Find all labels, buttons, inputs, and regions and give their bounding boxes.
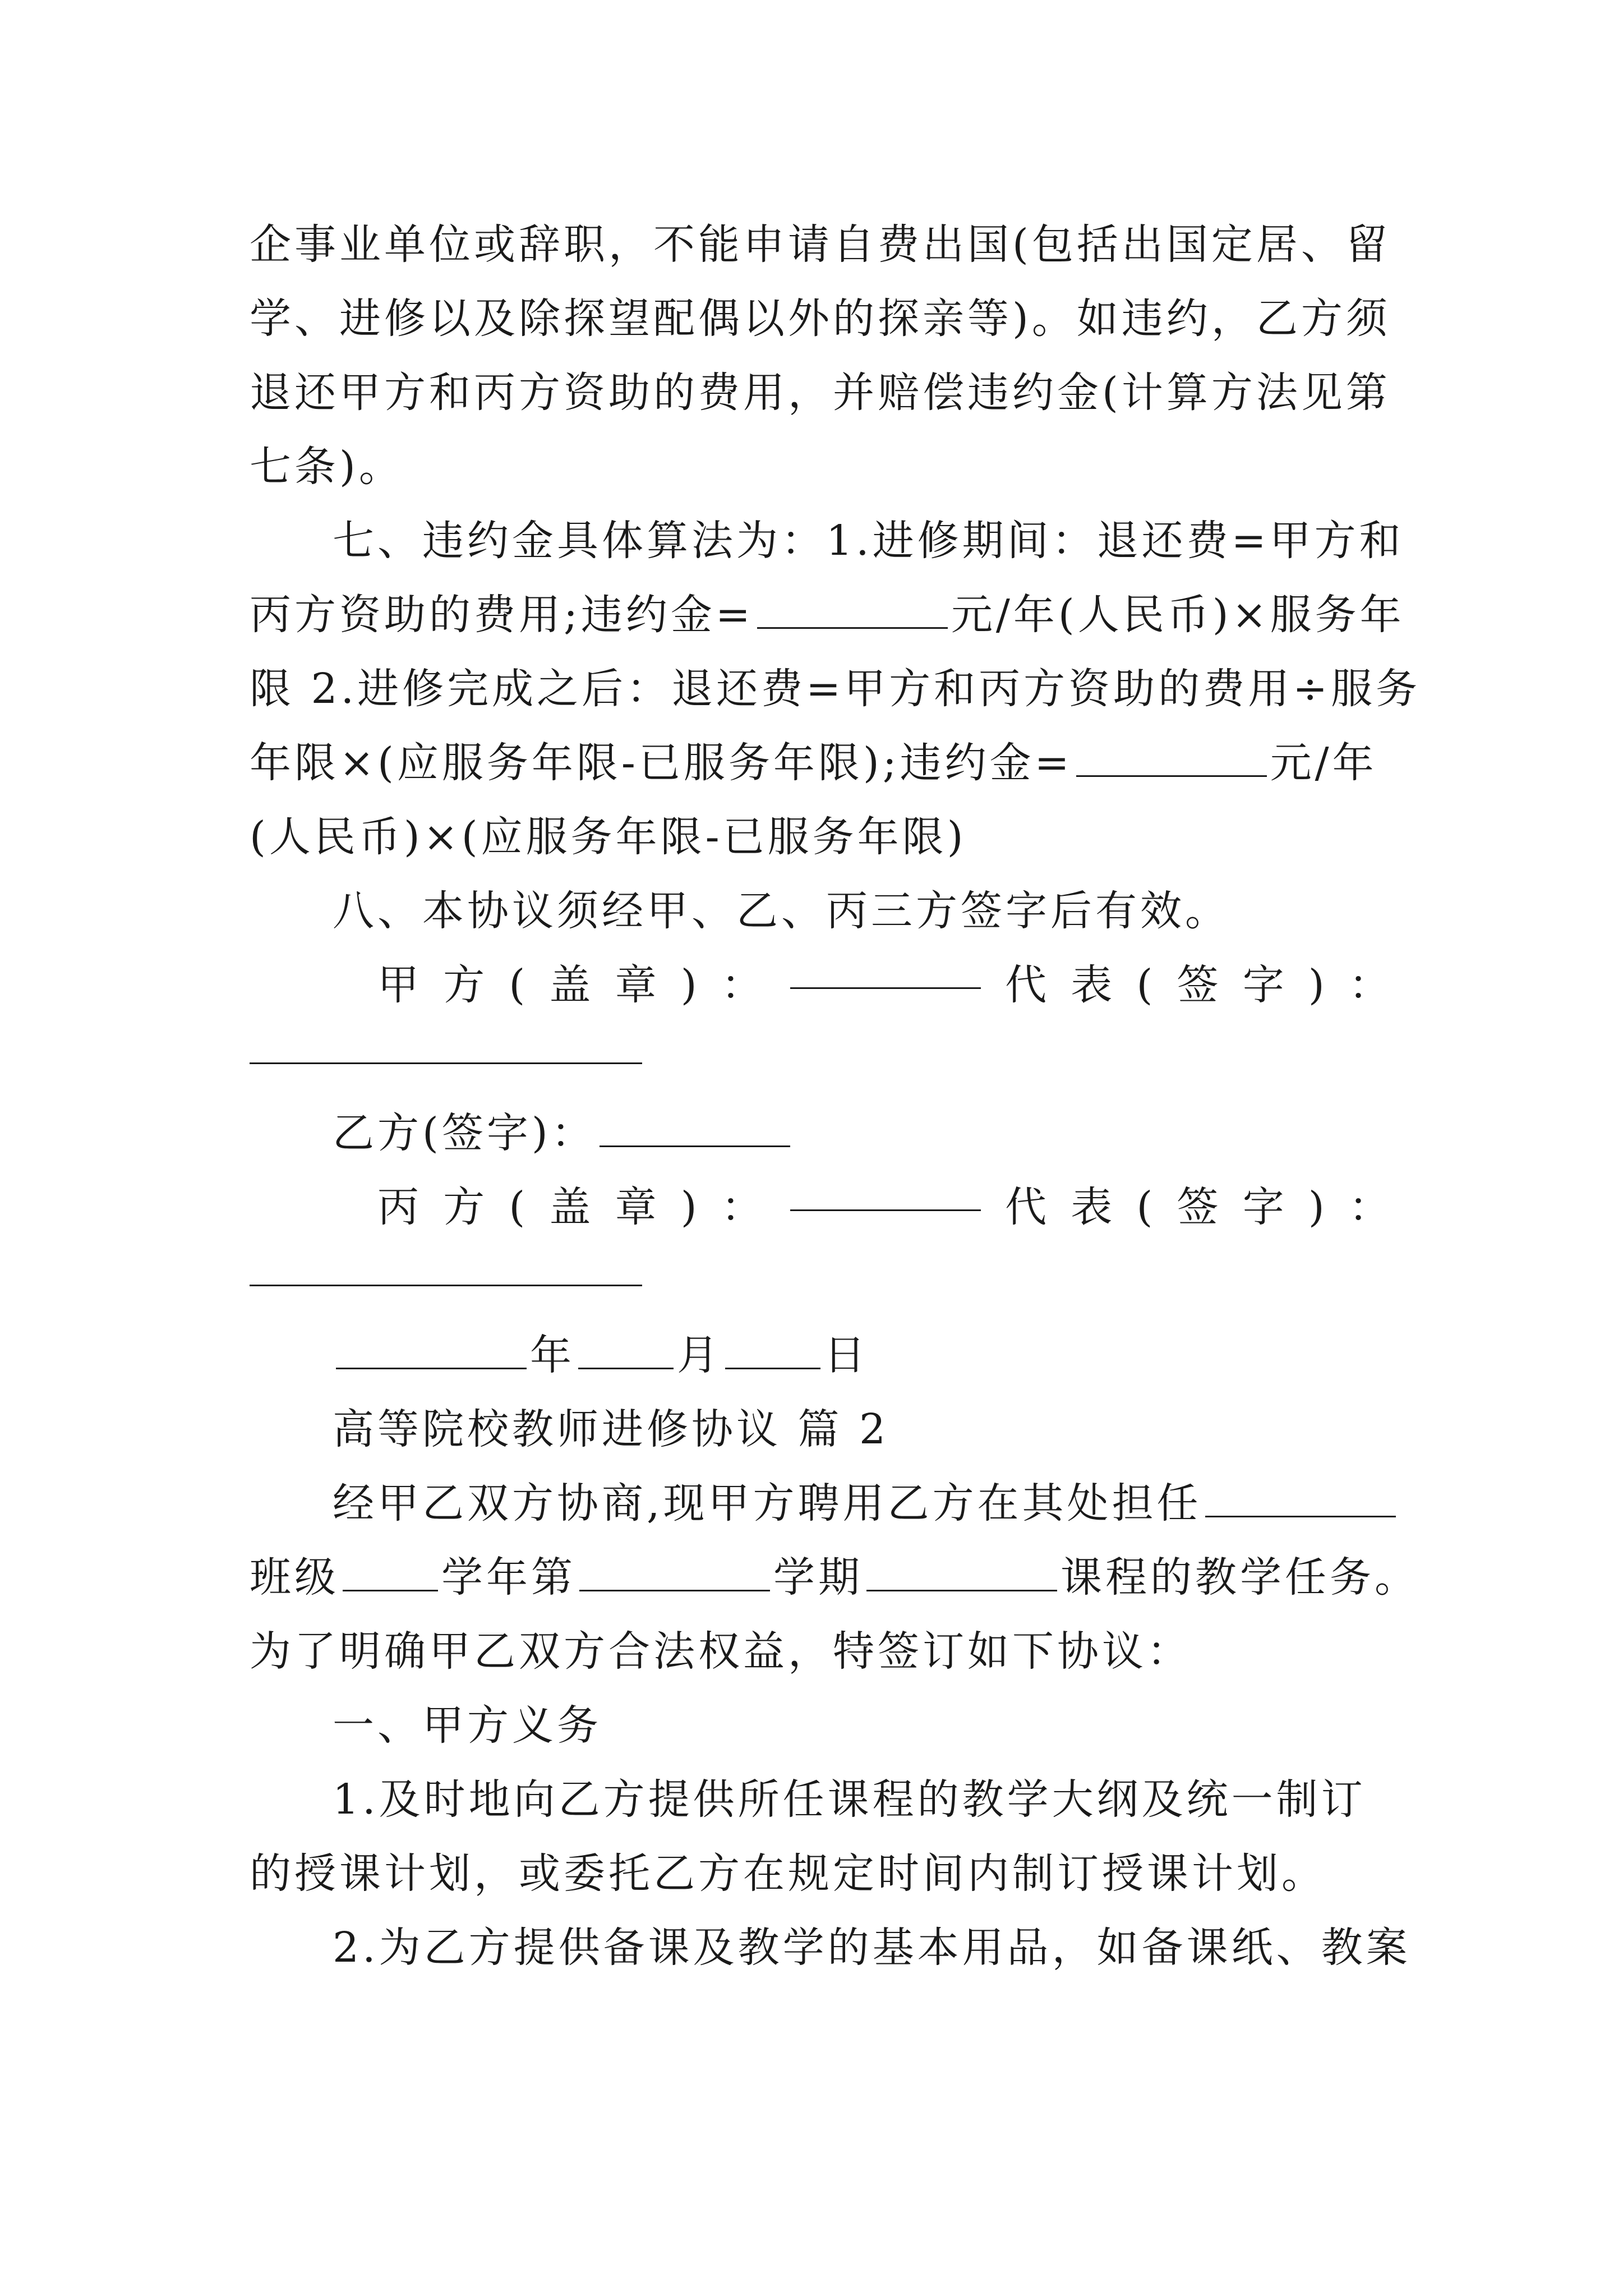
sig-char: 盖 <box>549 961 594 1009</box>
party-c-representative-blank <box>250 1244 1394 1318</box>
sig-char: 方 <box>443 961 488 1009</box>
sig-char: ( <box>1136 1183 1156 1231</box>
party-b-signature-blank <box>600 1106 790 1147</box>
sig-char: 甲 <box>377 961 422 1009</box>
paragraph-line: 七条)。 <box>250 443 404 491</box>
clause-8: 八、本协议须经甲、乙、丙三方签字后有效。 <box>333 887 1230 935</box>
clause-7-text: 丙方资助的费用;违约金= <box>250 591 754 639</box>
sig-char: ( <box>509 961 529 1009</box>
clause-7-line-3: 限 2.进修完成之后：退还费=甲方和丙方资助的费用÷服务 <box>250 665 1421 713</box>
section-2-line-1 <box>250 1466 1394 1540</box>
sig-char: ： <box>721 1183 766 1231</box>
duty-1-line-2: 的授课计划，或委托乙方在规定时间内制订授课计划。 <box>250 1849 1326 1898</box>
sig-char: 代 <box>1005 1183 1050 1231</box>
party-c-signature-row <box>250 1170 1394 1244</box>
year-label: 年 <box>530 1331 575 1379</box>
date-row <box>250 1318 1394 1392</box>
sig-char: 章 <box>615 961 660 1009</box>
party-a-representative-blank <box>250 1022 1394 1096</box>
sig-char: ： <box>1348 961 1394 1009</box>
party-a-signature-row <box>250 948 1394 1022</box>
sig-char: 签 <box>1177 1183 1222 1231</box>
clause-7-line-2 <box>250 578 1405 652</box>
section-2-text: 课程的教学任务。 <box>1061 1553 1419 1602</box>
sig-char: 丙 <box>377 1183 422 1231</box>
class-blank <box>343 1550 438 1591</box>
sig-char: ： <box>721 961 766 1009</box>
penalty-amount-blank <box>757 588 948 629</box>
sig-char: ( <box>1136 961 1156 1009</box>
sig-char: 方 <box>443 1183 488 1231</box>
section-2-text: 经甲乙双方协商,现甲方聘用乙方在其处担任 <box>333 1479 1202 1527</box>
penalty-amount-blank <box>1076 736 1267 777</box>
month-label: 月 <box>677 1331 722 1379</box>
clause-7-line-4 <box>250 726 1394 800</box>
month-blank <box>578 1328 674 1369</box>
day-blank <box>725 1328 820 1369</box>
sig-char: 表 <box>1071 961 1116 1009</box>
clause-7-text: 元/年 <box>1270 739 1377 787</box>
paragraph-line: 学、进修以及除探望配偶以外的探亲等)。如违约，乙方须 <box>250 295 1391 343</box>
duty-2-line-1: 2.为乙方提供备课及教学的基本用品，如备课纸、教案 <box>333 1924 1411 1972</box>
sig-char: ) <box>1308 1183 1328 1231</box>
party-b-label: 乙方(签字)： <box>333 1109 596 1157</box>
day-label: 日 <box>824 1331 869 1379</box>
paragraph-line: 退还甲方和丙方资助的费用，并赔偿违约金(计算方法见第 <box>250 369 1391 417</box>
clause-7-line-1: 七、违约金具体算法为：1.进修期间：退还费=甲方和 <box>333 517 1404 565</box>
section-2-text: 学年第 <box>441 1553 576 1602</box>
sig-char: 盖 <box>549 1183 594 1231</box>
year-blank <box>336 1328 527 1369</box>
sig-char: 表 <box>1071 1183 1116 1231</box>
duty-1-line-1: 1.及时地向乙方提供所任课程的教学大纲及统一制订 <box>333 1775 1366 1824</box>
section-2-text: 班级 <box>250 1553 339 1602</box>
sig-char: ( <box>509 1183 529 1231</box>
section-2-title: 高等院校教师进修协议 篇 2 <box>333 1405 889 1453</box>
section-2-line-2 <box>250 1540 1419 1614</box>
party-c-seal-blank <box>790 1170 981 1211</box>
clause-7-text: 年限×(应服务年限-已服务年限);违约金= <box>250 739 1073 787</box>
sig-char: 代 <box>1005 961 1050 1009</box>
sig-char: ) <box>1308 961 1328 1009</box>
semester-blank <box>579 1550 770 1591</box>
section-2-line-3: 为了明确甲乙双方合法权益，特签订如下协议： <box>250 1627 1192 1676</box>
document-body <box>250 208 1421 1985</box>
party-a-seal-blank <box>790 948 981 989</box>
party-a-duties-heading: 一、甲方义务 <box>333 1701 602 1750</box>
section-2-text: 学期 <box>773 1553 863 1602</box>
signature-rule <box>250 1285 642 1286</box>
signature-rule <box>250 1062 642 1064</box>
sig-char: ) <box>680 961 700 1009</box>
sig-char: 字 <box>1242 1183 1288 1231</box>
sig-char: 章 <box>615 1183 660 1231</box>
sig-char: ) <box>680 1183 700 1231</box>
sig-char: 字 <box>1242 961 1288 1009</box>
sig-char: ： <box>1348 1183 1394 1231</box>
sig-char: 签 <box>1177 961 1222 1009</box>
clause-7-text: 元/年(人民币)×服务年 <box>951 591 1405 639</box>
party-b-signature-row <box>250 1096 1394 1170</box>
paragraph-line: 企事业单位或辞职，不能申请自费出国(包括出国定居、留 <box>250 220 1391 269</box>
post-blank <box>1205 1476 1396 1517</box>
clause-7-line-5: (人民币)×(应服务年限-已服务年限) <box>250 813 967 861</box>
course-blank <box>866 1550 1057 1591</box>
